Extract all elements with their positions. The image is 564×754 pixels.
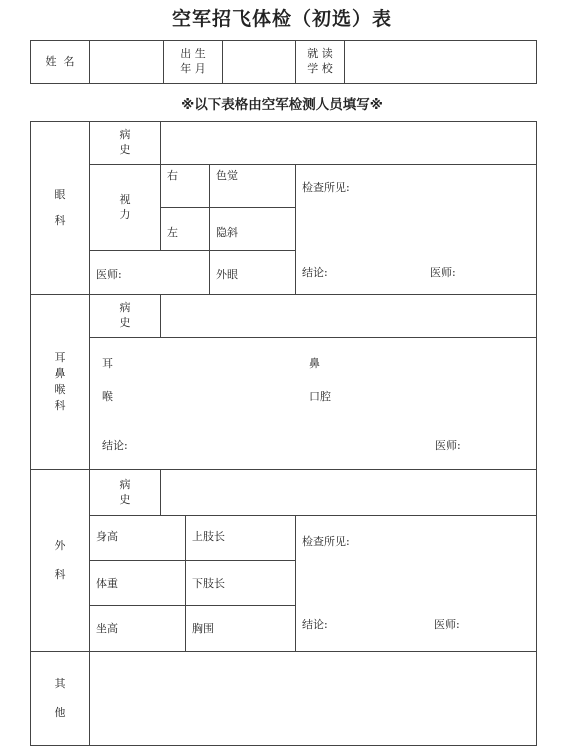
left-eye-field[interactable]: 左 bbox=[160, 207, 210, 251]
school-label: 就 读 学 校 bbox=[295, 40, 345, 84]
height-field[interactable]: 身高 bbox=[89, 515, 186, 561]
eye-conclusion-label: 结论: bbox=[302, 266, 328, 279]
other-field[interactable] bbox=[89, 651, 537, 746]
birth-label: 出 生 年 月 bbox=[163, 40, 223, 84]
upper-limb-field[interactable]: 上肢长 bbox=[185, 515, 296, 561]
surgery-findings-field[interactable] bbox=[295, 515, 537, 652]
ent-doctor-label: 医师: bbox=[435, 439, 461, 452]
surgery-conclusion-label: 结论: bbox=[302, 618, 328, 631]
surgery-findings-label: 检查所见: bbox=[302, 535, 350, 548]
ent-history-field[interactable] bbox=[160, 294, 537, 338]
mouth-label: 口腔 bbox=[309, 390, 331, 403]
eye-history-field[interactable] bbox=[160, 121, 537, 165]
surgery-section-label: 外 科 bbox=[30, 469, 90, 652]
eye-section-label: 眼 科 bbox=[30, 121, 90, 295]
sitting-height-field[interactable]: 坐高 bbox=[89, 605, 186, 652]
throat-label: 喉 bbox=[102, 390, 113, 403]
surgery-history-label: 病 史 bbox=[89, 469, 161, 516]
eye-findings-label: 检查所见: bbox=[302, 181, 350, 194]
ent-findings-field[interactable] bbox=[89, 337, 537, 470]
nose-label: 鼻 bbox=[309, 357, 320, 370]
lower-limb-field[interactable]: 下肢长 bbox=[185, 560, 296, 606]
eye-findings-field[interactable] bbox=[295, 164, 537, 295]
ent-section-label: 耳 鼻 喉 科 bbox=[30, 294, 90, 470]
eye-doctor-field[interactable]: 医师: bbox=[89, 250, 210, 295]
surgery-doctor-label: 医师: bbox=[434, 618, 460, 631]
color-sense-field[interactable]: 色觉 bbox=[209, 164, 296, 208]
ear-label: 耳 bbox=[102, 357, 113, 370]
vision-label: 视 力 bbox=[89, 164, 161, 251]
right-eye-field[interactable]: 右 bbox=[160, 164, 210, 208]
birth-field[interactable] bbox=[222, 40, 296, 84]
form-title: 空军招飞体检（初选）表 bbox=[171, 8, 392, 30]
surgery-history-field[interactable] bbox=[160, 469, 537, 516]
form-subtitle: ※以下表格由空军检测人员填写※ bbox=[181, 97, 383, 113]
name-label: 姓 名 bbox=[30, 40, 90, 84]
other-section-label: 其 他 bbox=[30, 651, 90, 746]
ent-conclusion-label: 结论: bbox=[102, 439, 128, 452]
name-field[interactable] bbox=[89, 40, 164, 84]
school-field[interactable] bbox=[344, 40, 537, 84]
ent-history-label: 病 史 bbox=[89, 294, 161, 338]
eye-doctor2-label: 医师: bbox=[430, 266, 456, 279]
chest-field[interactable]: 胸围 bbox=[185, 605, 296, 652]
strabismus-field[interactable]: 隐斜 bbox=[209, 207, 296, 251]
eye-history-label: 病 史 bbox=[89, 121, 161, 165]
external-eye-field[interactable]: 外眼 bbox=[209, 250, 296, 295]
weight-field[interactable]: 体重 bbox=[89, 560, 186, 606]
